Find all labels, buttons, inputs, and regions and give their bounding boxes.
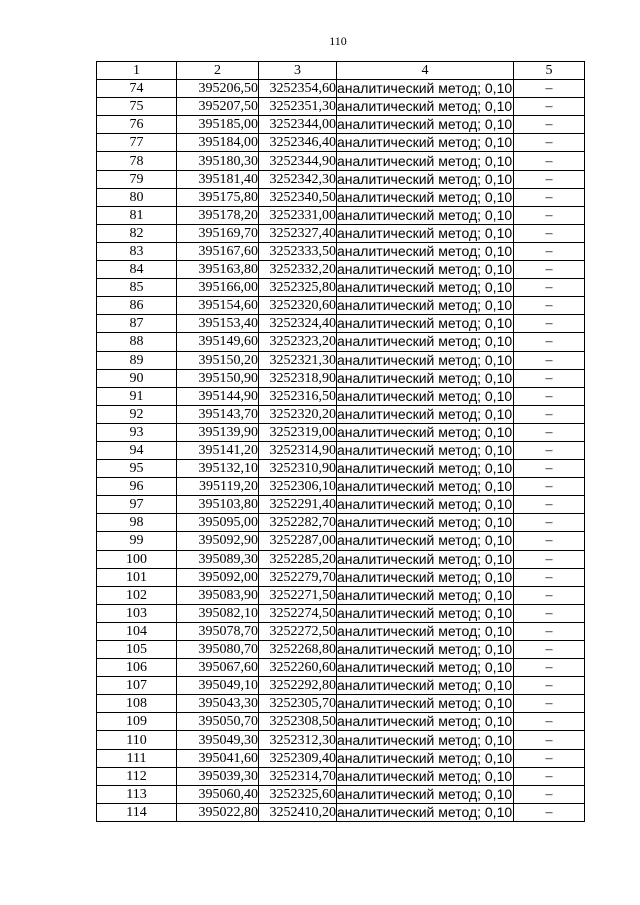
point-number-cell: 89 — [97, 351, 177, 369]
point-number-cell: 111 — [97, 749, 177, 767]
point-number-cell: 94 — [97, 441, 177, 459]
x-coordinate-cell: 395206,50 — [177, 80, 259, 98]
x-coordinate-cell: 395132,10 — [177, 460, 259, 478]
table-row — [97, 659, 585, 677]
note-cell: – — [514, 460, 585, 478]
note-cell: – — [514, 478, 585, 496]
note-cell: – — [514, 170, 585, 188]
x-coordinate-cell: 395181,40 — [177, 170, 259, 188]
method-cell: аналитический метод; 0,10 — [337, 387, 513, 404]
method-cell: аналитический метод; 0,10 — [337, 641, 513, 658]
x-coordinate-cell: 395180,30 — [177, 152, 259, 170]
x-coordinate-cell: 395139,90 — [177, 423, 259, 441]
y-coordinate-cell: 3252292,80 — [259, 677, 337, 695]
point-number-cell: 90 — [97, 369, 177, 387]
y-coordinate-cell: 3252410,20 — [259, 803, 337, 821]
note-cell: – — [514, 206, 585, 224]
table-row — [97, 749, 585, 767]
table-row — [97, 532, 585, 550]
note-cell: – — [514, 622, 585, 640]
point-number-cell: 110 — [97, 731, 177, 749]
point-number-cell: 86 — [97, 297, 177, 315]
x-coordinate-cell: 395067,60 — [177, 659, 259, 677]
page-number: 110 — [329, 34, 347, 48]
y-coordinate-cell: 3252271,50 — [259, 586, 337, 604]
y-coordinate-cell: 3252310,90 — [259, 460, 337, 478]
y-coordinate-cell: 3252320,20 — [259, 405, 337, 423]
point-number-cell: 113 — [97, 785, 177, 803]
x-coordinate-cell: 395119,20 — [177, 478, 259, 496]
x-coordinate-cell: 395163,80 — [177, 261, 259, 279]
y-coordinate-cell: 3252309,40 — [259, 749, 337, 767]
x-coordinate-cell: 395049,30 — [177, 731, 259, 749]
method-cell: аналитический метод; 0,10 — [337, 170, 513, 187]
y-coordinate-cell: 3252325,60 — [259, 785, 337, 803]
point-number-cell: 100 — [97, 550, 177, 568]
y-coordinate-cell: 3252325,80 — [259, 279, 337, 297]
y-coordinate-cell: 3252351,30 — [259, 98, 337, 116]
y-coordinate-cell: 3252274,50 — [259, 604, 337, 622]
method-cell: аналитический метод; 0,10 — [337, 261, 513, 278]
x-coordinate-cell: 395060,40 — [177, 785, 259, 803]
note-cell: – — [514, 713, 585, 731]
y-coordinate-cell: 3252268,80 — [259, 641, 337, 659]
x-coordinate-cell: 395039,30 — [177, 767, 259, 785]
note-cell: – — [514, 604, 585, 622]
table-row — [97, 713, 585, 731]
note-cell: – — [514, 586, 585, 604]
point-number-cell: 112 — [97, 767, 177, 785]
point-number-cell: 77 — [97, 134, 177, 152]
y-coordinate-cell: 3252344,00 — [259, 116, 337, 134]
method-cell: аналитический метод; 0,10 — [337, 749, 513, 766]
x-coordinate-cell: 395207,50 — [177, 98, 259, 116]
method-cell: аналитический метод; 0,10 — [337, 134, 513, 151]
table-row — [97, 261, 585, 279]
note-cell: – — [514, 369, 585, 387]
table-row — [97, 604, 585, 622]
x-coordinate-cell: 395141,20 — [177, 441, 259, 459]
y-coordinate-cell: 3252319,00 — [259, 423, 337, 441]
method-cell: аналитический метод; 0,10 — [337, 351, 513, 368]
point-number-cell: 79 — [97, 170, 177, 188]
note-cell: – — [514, 532, 585, 550]
point-number-cell: 103 — [97, 604, 177, 622]
table-row — [97, 116, 585, 134]
header-cell-note: 5 — [514, 62, 585, 80]
point-number-cell: 101 — [97, 568, 177, 586]
note-cell: – — [514, 441, 585, 459]
table-row — [97, 206, 585, 224]
point-number-cell: 108 — [97, 695, 177, 713]
table-row — [97, 405, 585, 423]
table-row — [97, 333, 585, 351]
table-header-row — [97, 62, 585, 80]
method-cell: аналитический метод; 0,10 — [337, 478, 513, 495]
x-coordinate-cell: 395049,10 — [177, 677, 259, 695]
x-coordinate-cell: 395144,90 — [177, 387, 259, 405]
method-cell: аналитический метод; 0,10 — [337, 279, 513, 296]
y-coordinate-cell: 3252342,30 — [259, 170, 337, 188]
note-cell: – — [514, 659, 585, 677]
note-cell: – — [514, 315, 585, 333]
point-number-cell: 92 — [97, 405, 177, 423]
x-coordinate-cell: 395089,30 — [177, 550, 259, 568]
note-cell: – — [514, 423, 585, 441]
method-cell: аналитический метод; 0,10 — [337, 785, 513, 802]
x-coordinate-cell: 395092,00 — [177, 568, 259, 586]
table-row — [97, 496, 585, 514]
table-row — [97, 315, 585, 333]
table-row — [97, 279, 585, 297]
x-coordinate-cell: 395185,00 — [177, 116, 259, 134]
note-cell: – — [514, 677, 585, 695]
x-coordinate-cell: 395143,70 — [177, 405, 259, 423]
table-row — [97, 677, 585, 695]
y-coordinate-cell: 3252320,60 — [259, 297, 337, 315]
table-row — [97, 224, 585, 242]
note-cell: – — [514, 767, 585, 785]
y-coordinate-cell: 3252306,10 — [259, 478, 337, 496]
y-coordinate-cell: 3252291,40 — [259, 496, 337, 514]
note-cell: – — [514, 333, 585, 351]
y-coordinate-cell: 3252305,70 — [259, 695, 337, 713]
note-cell: – — [514, 152, 585, 170]
y-coordinate-cell: 3252354,60 — [259, 80, 337, 98]
point-number-cell: 95 — [97, 460, 177, 478]
x-coordinate-cell: 395041,60 — [177, 749, 259, 767]
table-row — [97, 695, 585, 713]
table-row — [97, 641, 585, 659]
y-coordinate-cell: 3252314,90 — [259, 441, 337, 459]
table-row — [97, 170, 585, 188]
method-cell: аналитический метод; 0,10 — [337, 206, 513, 223]
note-cell: – — [514, 550, 585, 568]
x-coordinate-cell: 395166,00 — [177, 279, 259, 297]
note-cell: – — [514, 297, 585, 315]
note-cell: – — [514, 261, 585, 279]
y-coordinate-cell: 3252308,50 — [259, 713, 337, 731]
x-coordinate-cell: 395092,90 — [177, 532, 259, 550]
y-coordinate-cell: 3252340,50 — [259, 188, 337, 206]
y-coordinate-cell: 3252282,70 — [259, 514, 337, 532]
point-number-cell: 97 — [97, 496, 177, 514]
y-coordinate-cell: 3252344,90 — [259, 152, 337, 170]
y-coordinate-cell: 3252272,50 — [259, 622, 337, 640]
x-coordinate-cell: 395153,40 — [177, 315, 259, 333]
method-cell: аналитический метод; 0,10 — [337, 622, 513, 639]
point-number-cell: 81 — [97, 206, 177, 224]
header-cell-method: 4 — [337, 62, 514, 80]
method-cell: аналитический метод; 0,10 — [337, 369, 513, 386]
x-coordinate-cell: 395022,80 — [177, 803, 259, 821]
method-cell: аналитический метод; 0,10 — [337, 695, 513, 712]
y-coordinate-cell: 3252312,30 — [259, 731, 337, 749]
method-cell: аналитический метод; 0,10 — [337, 496, 513, 513]
point-number-cell: 104 — [97, 622, 177, 640]
table-row — [97, 188, 585, 206]
x-coordinate-cell: 395078,70 — [177, 622, 259, 640]
method-cell: аналитический метод; 0,10 — [337, 659, 513, 676]
table-row — [97, 460, 585, 478]
table-row — [97, 351, 585, 369]
point-number-cell: 109 — [97, 713, 177, 731]
point-number-cell: 102 — [97, 586, 177, 604]
method-cell: аналитический метод; 0,10 — [337, 586, 513, 603]
note-cell: – — [514, 568, 585, 586]
method-cell: аналитический метод; 0,10 — [337, 116, 513, 133]
method-cell: аналитический метод; 0,10 — [337, 767, 513, 784]
y-coordinate-cell: 3252327,40 — [259, 224, 337, 242]
y-coordinate-cell: 3252333,50 — [259, 242, 337, 260]
note-cell: – — [514, 731, 585, 749]
x-coordinate-cell: 395103,80 — [177, 496, 259, 514]
point-number-cell: 84 — [97, 261, 177, 279]
y-coordinate-cell: 3252314,70 — [259, 767, 337, 785]
x-coordinate-cell: 395149,60 — [177, 333, 259, 351]
table-row — [97, 622, 585, 640]
y-coordinate-cell: 3252331,00 — [259, 206, 337, 224]
method-cell: аналитический метод; 0,10 — [337, 514, 513, 531]
y-coordinate-cell: 3252323,20 — [259, 333, 337, 351]
method-cell: аналитический метод; 0,10 — [337, 224, 513, 241]
table-row — [97, 369, 585, 387]
point-number-cell: 76 — [97, 116, 177, 134]
point-number-cell: 99 — [97, 532, 177, 550]
table-row — [97, 785, 585, 803]
note-cell: – — [514, 351, 585, 369]
table-row — [97, 767, 585, 785]
point-number-cell: 82 — [97, 224, 177, 242]
x-coordinate-cell: 395167,60 — [177, 242, 259, 260]
method-cell: аналитический метод; 0,10 — [337, 98, 513, 115]
x-coordinate-cell: 395150,90 — [177, 369, 259, 387]
method-cell: аналитический метод; 0,10 — [337, 677, 513, 694]
point-number-cell: 91 — [97, 387, 177, 405]
x-coordinate-cell: 395154,60 — [177, 297, 259, 315]
note-cell: – — [514, 514, 585, 532]
x-coordinate-cell: 395184,00 — [177, 134, 259, 152]
y-coordinate-cell: 3252321,30 — [259, 351, 337, 369]
table-row — [97, 550, 585, 568]
table-row — [97, 514, 585, 532]
note-cell: – — [514, 405, 585, 423]
x-coordinate-cell: 395043,30 — [177, 695, 259, 713]
note-cell: – — [514, 641, 585, 659]
y-coordinate-cell: 3252279,70 — [259, 568, 337, 586]
note-cell: – — [514, 224, 585, 242]
x-coordinate-cell: 395083,90 — [177, 586, 259, 604]
x-coordinate-cell: 395050,70 — [177, 713, 259, 731]
table-row — [97, 803, 585, 821]
note-cell: – — [514, 803, 585, 821]
method-cell: аналитический метод; 0,10 — [337, 152, 513, 169]
table-row — [97, 98, 585, 116]
point-number-cell: 88 — [97, 333, 177, 351]
y-coordinate-cell: 3252260,60 — [259, 659, 337, 677]
note-cell: – — [514, 98, 585, 116]
method-cell: аналитический метод; 0,10 — [337, 803, 513, 820]
point-number-cell: 80 — [97, 188, 177, 206]
table-row — [97, 423, 585, 441]
x-coordinate-cell: 395178,20 — [177, 206, 259, 224]
method-cell: аналитический метод; 0,10 — [337, 532, 513, 549]
table-row — [97, 297, 585, 315]
note-cell: – — [514, 116, 585, 134]
method-cell: аналитический метод; 0,10 — [337, 713, 513, 730]
note-cell: – — [514, 496, 585, 514]
y-coordinate-cell: 3252324,40 — [259, 315, 337, 333]
header-cell-x: 2 — [177, 62, 259, 80]
table-row — [97, 478, 585, 496]
table-row — [97, 242, 585, 260]
note-cell: – — [514, 387, 585, 405]
y-coordinate-cell: 3252346,40 — [259, 134, 337, 152]
point-number-cell: 75 — [97, 98, 177, 116]
point-number-cell: 87 — [97, 315, 177, 333]
header-cell-point-number: 1 — [97, 62, 177, 80]
method-cell: аналитический метод; 0,10 — [337, 550, 513, 567]
table-row — [97, 80, 585, 98]
y-coordinate-cell: 3252285,20 — [259, 550, 337, 568]
method-cell: аналитический метод; 0,10 — [337, 731, 513, 748]
method-cell: аналитический метод; 0,10 — [337, 604, 513, 621]
method-cell: аналитический метод; 0,10 — [337, 442, 513, 459]
method-cell: аналитический метод; 0,10 — [337, 460, 513, 477]
y-coordinate-cell: 3252332,20 — [259, 261, 337, 279]
point-number-cell: 114 — [97, 803, 177, 821]
y-coordinate-cell: 3252318,90 — [259, 369, 337, 387]
x-coordinate-cell: 395150,20 — [177, 351, 259, 369]
y-coordinate-cell: 3252287,00 — [259, 532, 337, 550]
method-cell: аналитический метод; 0,10 — [337, 188, 513, 205]
y-coordinate-cell: 3252316,50 — [259, 387, 337, 405]
x-coordinate-cell: 395095,00 — [177, 514, 259, 532]
point-number-cell: 96 — [97, 478, 177, 496]
note-cell: – — [514, 188, 585, 206]
x-coordinate-cell: 395169,70 — [177, 224, 259, 242]
header-cell-y: 3 — [259, 62, 337, 80]
note-cell: – — [514, 695, 585, 713]
point-number-cell: 83 — [97, 242, 177, 260]
method-cell: аналитический метод; 0,10 — [337, 568, 513, 585]
x-coordinate-cell: 395175,80 — [177, 188, 259, 206]
point-number-cell: 98 — [97, 514, 177, 532]
method-cell: аналитический метод; 0,10 — [337, 297, 513, 314]
point-number-cell: 106 — [97, 659, 177, 677]
point-number-cell: 105 — [97, 641, 177, 659]
table-row — [97, 152, 585, 170]
table-row — [97, 568, 585, 586]
note-cell: – — [514, 242, 585, 260]
note-cell: – — [514, 749, 585, 767]
note-cell: – — [514, 785, 585, 803]
point-number-cell: 74 — [97, 80, 177, 98]
coordinates-table — [96, 61, 585, 822]
table-row — [97, 441, 585, 459]
method-cell: аналитический метод; 0,10 — [337, 80, 513, 97]
note-cell: – — [514, 279, 585, 297]
note-cell: – — [514, 80, 585, 98]
table-row — [97, 387, 585, 405]
point-number-cell: 93 — [97, 423, 177, 441]
x-coordinate-cell: 395080,70 — [177, 641, 259, 659]
point-number-cell: 107 — [97, 677, 177, 695]
method-cell: аналитический метод; 0,10 — [337, 315, 513, 332]
method-cell: аналитический метод; 0,10 — [337, 405, 513, 422]
method-cell: аналитический метод; 0,10 — [337, 242, 513, 259]
table-row — [97, 134, 585, 152]
note-cell: – — [514, 134, 585, 152]
method-cell: аналитический метод; 0,10 — [337, 423, 513, 440]
table-row — [97, 731, 585, 749]
table-row — [97, 586, 585, 604]
point-number-cell: 78 — [97, 152, 177, 170]
method-cell: аналитический метод; 0,10 — [337, 333, 513, 350]
x-coordinate-cell: 395082,10 — [177, 604, 259, 622]
point-number-cell: 85 — [97, 279, 177, 297]
